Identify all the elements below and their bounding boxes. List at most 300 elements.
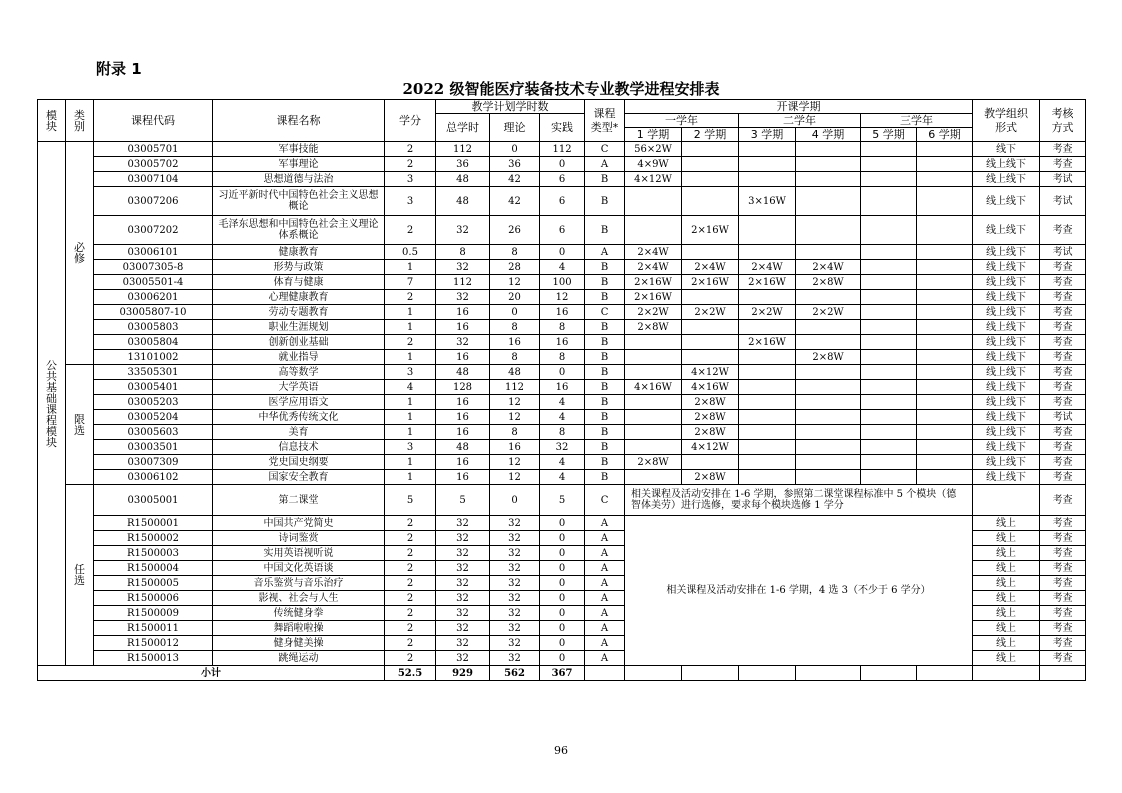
cell-t1 <box>625 440 682 455</box>
cell-t4: 2×2W <box>796 305 861 320</box>
cell-practice: 0 <box>540 365 585 380</box>
cell-t4 <box>796 335 861 350</box>
cell-name: 健康教育 <box>213 245 385 260</box>
cell-t1 <box>625 365 682 380</box>
cell-type: A <box>585 516 625 531</box>
cell-total: 32 <box>436 576 490 591</box>
cell-t5 <box>861 305 917 320</box>
empty-cell <box>739 666 796 681</box>
header-term-1: 1 学期 <box>625 128 682 142</box>
cell-credit: 1 <box>385 455 436 470</box>
table-row <box>38 425 1086 440</box>
cell-assess: 考查 <box>1040 516 1086 531</box>
cell-t1 <box>625 425 682 440</box>
cell-org: 线上 <box>973 516 1040 531</box>
cell-code: R1500013 <box>94 651 213 666</box>
cell-credit: 4 <box>385 380 436 395</box>
table-row <box>38 516 1086 531</box>
cell-t5 <box>861 320 917 335</box>
cell-name: 美育 <box>213 425 385 440</box>
cell-code: R1500006 <box>94 591 213 606</box>
cell-assess: 考试 <box>1040 245 1086 260</box>
cell-org: 线上线下 <box>973 410 1040 425</box>
cell-t2 <box>682 290 739 305</box>
cell-practice: 4 <box>540 260 585 275</box>
table-row <box>38 485 1086 516</box>
cell-total: 16 <box>436 455 490 470</box>
cell-t5 <box>861 275 917 290</box>
cell-t2: 4×12W <box>682 440 739 455</box>
cell-theory: 112 <box>490 380 540 395</box>
cell-type: A <box>585 621 625 636</box>
cell-credit: 2 <box>385 591 436 606</box>
table-row <box>38 245 1086 260</box>
cell-t1: 2×8W <box>625 320 682 335</box>
cell-theory: 32 <box>490 606 540 621</box>
table-row <box>38 305 1086 320</box>
cell-t2 <box>682 187 739 216</box>
cell-name: 中国文化英语谈 <box>213 561 385 576</box>
cell-code: 03005807-10 <box>94 305 213 320</box>
cell-type: B <box>585 350 625 365</box>
cell-t6 <box>917 305 973 320</box>
cell-t4 <box>796 425 861 440</box>
header-assess: 考核 方式 <box>1040 100 1086 142</box>
cell-t5 <box>861 142 917 157</box>
category-required: 必 修 <box>66 142 94 365</box>
cell-credit: 2 <box>385 546 436 561</box>
cell-code: 03005401 <box>94 380 213 395</box>
cell-t6 <box>917 245 973 260</box>
cell-total: 32 <box>436 621 490 636</box>
cell-name: 职业生涯规划 <box>213 320 385 335</box>
cell-t4 <box>796 172 861 187</box>
cell-assess: 考查 <box>1040 275 1086 290</box>
cell-total: 16 <box>436 305 490 320</box>
cell-theory: 8 <box>490 245 540 260</box>
empty-cell <box>585 666 625 681</box>
table-row <box>38 142 1086 157</box>
header-org: 教学组织 形式 <box>973 100 1040 142</box>
cell-credit: 2 <box>385 290 436 305</box>
empty-cell <box>682 666 739 681</box>
cell-assess: 考查 <box>1040 216 1086 245</box>
cell-theory: 32 <box>490 531 540 546</box>
cell-theory: 32 <box>490 516 540 531</box>
cell-name: 舞蹈啦啦操 <box>213 621 385 636</box>
cell-practice: 0 <box>540 591 585 606</box>
cell-org: 线上线下 <box>973 425 1040 440</box>
cell-total: 32 <box>436 561 490 576</box>
cell-total: 48 <box>436 172 490 187</box>
cell-practice: 8 <box>540 350 585 365</box>
cell-name: 心理健康教育 <box>213 290 385 305</box>
cell-credit: 1 <box>385 350 436 365</box>
cell-t5 <box>861 440 917 455</box>
cell-t1: 2×16W <box>625 275 682 290</box>
cell-org: 线上 <box>973 591 1040 606</box>
cell-total: 112 <box>436 142 490 157</box>
cell-t1 <box>625 216 682 245</box>
cell-type: B <box>585 335 625 350</box>
cell-t2 <box>682 350 739 365</box>
cell-t3 <box>739 380 796 395</box>
cell-assess: 考查 <box>1040 305 1086 320</box>
cell-theory: 12 <box>490 470 540 485</box>
cell-code: R1500003 <box>94 546 213 561</box>
cell-type: B <box>585 275 625 290</box>
cell-t4: 2×8W <box>796 350 861 365</box>
cell-type: B <box>585 440 625 455</box>
cell-name: 就业指导 <box>213 350 385 365</box>
cell-org: 线上线下 <box>973 187 1040 216</box>
cell-type: B <box>585 470 625 485</box>
cell-credit: 2 <box>385 636 436 651</box>
subtotal-label: 小计 <box>38 666 385 681</box>
cell-credit: 2 <box>385 142 436 157</box>
cell-assess: 考查 <box>1040 395 1086 410</box>
table-row <box>38 187 1086 216</box>
cell-t3: 3×16W <box>739 187 796 216</box>
cell-theory: 42 <box>490 187 540 216</box>
cell-type: A <box>585 591 625 606</box>
cell-credit: 1 <box>385 410 436 425</box>
second-class-note: 相关课程及活动安排在 1-6 学期，参照第二课堂课程标准中 5 个模块（德智体美劳）进行选修，要求每个模块选修 1 学分 <box>625 485 973 516</box>
cell-code: 03007202 <box>94 216 213 245</box>
cell-t2 <box>682 335 739 350</box>
cell-t3 <box>739 216 796 245</box>
cell-org: 线上 <box>973 561 1040 576</box>
table-row <box>38 172 1086 187</box>
cell-practice: 0 <box>540 245 585 260</box>
cell-assess: 考试 <box>1040 187 1086 216</box>
cell-practice: 0 <box>540 531 585 546</box>
cell-theory: 12 <box>490 410 540 425</box>
cell-name: 毛泽东思想和中国特色社会主义理论体系概论 <box>213 216 385 245</box>
cell-credit: 3 <box>385 187 436 216</box>
cell-assess: 考查 <box>1040 320 1086 335</box>
cell-name: 中华优秀传统文化 <box>213 410 385 425</box>
cell-total: 32 <box>436 216 490 245</box>
cell-t2 <box>682 172 739 187</box>
cell-name: 信息技术 <box>213 440 385 455</box>
cell-t6 <box>917 455 973 470</box>
cell-code: 03007305-8 <box>94 260 213 275</box>
cell-name: 习近平新时代中国特色社会主义思想概论 <box>213 187 385 216</box>
cell-t1: 2×4W <box>625 245 682 260</box>
cell-type: C <box>585 305 625 320</box>
cell-t6 <box>917 187 973 216</box>
cell-theory: 26 <box>490 216 540 245</box>
empty-cell <box>861 666 917 681</box>
cell-credit: 3 <box>385 172 436 187</box>
cell-type: A <box>585 576 625 591</box>
cell-practice: 0 <box>540 546 585 561</box>
table-row <box>38 216 1086 245</box>
cell-theory: 16 <box>490 440 540 455</box>
cell-name: 健身健美操 <box>213 636 385 651</box>
cell-t5 <box>861 350 917 365</box>
cell-org: 线上线下 <box>973 216 1040 245</box>
cell-name: 音乐鉴赏与音乐治疗 <box>213 576 385 591</box>
cell-org: 线上线下 <box>973 290 1040 305</box>
cell-credit: 1 <box>385 320 436 335</box>
cell-t4 <box>796 320 861 335</box>
header-credit: 学分 <box>385 100 436 142</box>
cell-t3: 2×16W <box>739 275 796 290</box>
cell-name: 军事技能 <box>213 142 385 157</box>
cell-t3 <box>739 425 796 440</box>
cell-theory: 32 <box>490 576 540 591</box>
header-year1: 一学年 <box>625 114 739 128</box>
cell-theory: 32 <box>490 561 540 576</box>
cell-t3: 2×4W <box>739 260 796 275</box>
cell-theory: 8 <box>490 350 540 365</box>
cell-t1 <box>625 395 682 410</box>
cell-org: 线上线下 <box>973 305 1040 320</box>
cell-t4 <box>796 157 861 172</box>
cell-name: 体育与健康 <box>213 275 385 290</box>
cell-name: 跳绳运动 <box>213 651 385 666</box>
header-term-6: 6 学期 <box>917 128 973 142</box>
header-term-2: 2 学期 <box>682 128 739 142</box>
cell-credit: 5 <box>385 485 436 516</box>
cell-t3 <box>739 157 796 172</box>
cell-t4 <box>796 395 861 410</box>
cell-practice: 0 <box>540 157 585 172</box>
cell-practice: 32 <box>540 440 585 455</box>
table-row <box>38 380 1086 395</box>
cell-credit: 2 <box>385 576 436 591</box>
cell-t5 <box>861 172 917 187</box>
cell-t2 <box>682 455 739 470</box>
cell-practice: 16 <box>540 305 585 320</box>
cell-credit: 1 <box>385 470 436 485</box>
cell-assess: 考查 <box>1040 485 1086 516</box>
cell-t2: 2×16W <box>682 275 739 290</box>
cell-t2 <box>682 320 739 335</box>
header-module: 模 块 <box>38 100 66 142</box>
cell-assess: 考查 <box>1040 591 1086 606</box>
cell-type: B <box>585 290 625 305</box>
cell-t1: 4×12W <box>625 172 682 187</box>
empty-cell <box>917 666 973 681</box>
header-category: 类 别 <box>66 100 94 142</box>
cell-type: A <box>585 157 625 172</box>
cell-t5 <box>861 380 917 395</box>
cell-t3 <box>739 455 796 470</box>
table-row <box>38 395 1086 410</box>
cell-t5 <box>861 290 917 305</box>
cell-theory: 48 <box>490 365 540 380</box>
cell-t5 <box>861 365 917 380</box>
cell-type: B <box>585 320 625 335</box>
cell-t1: 2×2W <box>625 305 682 320</box>
cell-t1 <box>625 470 682 485</box>
cell-code: R1500002 <box>94 531 213 546</box>
cell-theory: 32 <box>490 546 540 561</box>
cell-practice: 16 <box>540 335 585 350</box>
cell-org: 线上 <box>973 576 1040 591</box>
cell-practice: 4 <box>540 470 585 485</box>
cell-type: B <box>585 216 625 245</box>
cell-type: A <box>585 531 625 546</box>
cell-practice: 4 <box>540 395 585 410</box>
cell-t1: 56×2W <box>625 142 682 157</box>
table-row <box>38 290 1086 305</box>
cell-name: 思想道德与法治 <box>213 172 385 187</box>
table-row <box>38 365 1086 380</box>
cell-t4: 2×8W <box>796 275 861 290</box>
cell-t4 <box>796 380 861 395</box>
cell-assess: 考查 <box>1040 455 1086 470</box>
cell-name: 形势与政策 <box>213 260 385 275</box>
cell-type: C <box>585 485 625 516</box>
cell-name: 传统健身拳 <box>213 606 385 621</box>
empty-cell <box>1040 666 1086 681</box>
table-row <box>38 320 1086 335</box>
cell-credit: 2 <box>385 606 436 621</box>
cell-theory: 32 <box>490 636 540 651</box>
header-term-3: 3 学期 <box>739 128 796 142</box>
cell-theory: 12 <box>490 275 540 290</box>
cell-type: B <box>585 425 625 440</box>
subtotal-row <box>38 666 1086 681</box>
header-name: 课程名称 <box>213 100 385 142</box>
subtotal-total: 929 <box>436 666 490 681</box>
empty-cell <box>625 666 682 681</box>
cell-theory: 32 <box>490 621 540 636</box>
cell-code: 03005603 <box>94 425 213 440</box>
cell-org: 线上线下 <box>973 455 1040 470</box>
cell-code: 03005501-4 <box>94 275 213 290</box>
header-year3: 三学年 <box>861 114 973 128</box>
cell-org: 线上线下 <box>973 172 1040 187</box>
page-title: 2022 级智能医疗装备技术专业教学进程安排表 <box>402 80 720 98</box>
cell-name: 国家安全教育 <box>213 470 385 485</box>
cell-t3 <box>739 440 796 455</box>
cell-t2: 4×12W <box>682 365 739 380</box>
cell-theory: 16 <box>490 335 540 350</box>
empty-cell <box>973 666 1040 681</box>
cell-code: 03005001 <box>94 485 213 516</box>
header-total-hours: 总学时 <box>436 114 490 142</box>
cell-name: 实用英语视听说 <box>213 546 385 561</box>
cell-t4: 2×4W <box>796 260 861 275</box>
cell-total: 48 <box>436 187 490 216</box>
cell-t4 <box>796 455 861 470</box>
cell-t2: 2×4W <box>682 260 739 275</box>
cell-theory: 42 <box>490 172 540 187</box>
cell-code: R1500004 <box>94 561 213 576</box>
cell-type: B <box>585 455 625 470</box>
table-row <box>38 350 1086 365</box>
cell-assess: 考查 <box>1040 606 1086 621</box>
cell-org: 线上 <box>973 531 1040 546</box>
cell-code: 03005702 <box>94 157 213 172</box>
cell-code: 03003501 <box>94 440 213 455</box>
cell-org: 线上 <box>973 636 1040 651</box>
cell-t6 <box>917 320 973 335</box>
cell-theory: 12 <box>490 395 540 410</box>
cell-t3 <box>739 365 796 380</box>
cell-org: 线上 <box>973 606 1040 621</box>
cell-org: 线下 <box>973 142 1040 157</box>
cell-credit: 2 <box>385 216 436 245</box>
cell-practice: 0 <box>540 621 585 636</box>
cell-practice: 6 <box>540 216 585 245</box>
cell-type: A <box>585 245 625 260</box>
cell-total: 32 <box>436 546 490 561</box>
cell-total: 16 <box>436 425 490 440</box>
cell-org: 线上线下 <box>973 157 1040 172</box>
cell-total: 32 <box>436 591 490 606</box>
cell-code: 03006201 <box>94 290 213 305</box>
table-row <box>38 157 1086 172</box>
cell-type: C <box>585 142 625 157</box>
cell-code: 03006101 <box>94 245 213 260</box>
cell-org: 线上线下 <box>973 395 1040 410</box>
cell-t1: 4×9W <box>625 157 682 172</box>
cell-t4 <box>796 142 861 157</box>
header-code: 课程代码 <box>94 100 213 142</box>
cell-name: 第二课堂 <box>213 485 385 516</box>
table-row <box>38 275 1086 290</box>
cell-t6 <box>917 157 973 172</box>
cell-practice: 6 <box>540 172 585 187</box>
cell-t1 <box>625 335 682 350</box>
cell-t5 <box>861 216 917 245</box>
cell-t3 <box>739 350 796 365</box>
cell-type: B <box>585 395 625 410</box>
header-year2: 二学年 <box>739 114 861 128</box>
cell-credit: 1 <box>385 395 436 410</box>
table-row <box>38 470 1086 485</box>
cell-org: 线上线下 <box>973 320 1040 335</box>
cell-total: 5 <box>436 485 490 516</box>
cell-type: B <box>585 365 625 380</box>
cell-credit: 2 <box>385 621 436 636</box>
header-hours-group: 教学计划学时数 <box>436 100 585 114</box>
cell-code: 03006102 <box>94 470 213 485</box>
cell-org: 线上线下 <box>973 365 1040 380</box>
cell-t6 <box>917 425 973 440</box>
cell-credit: 2 <box>385 516 436 531</box>
cell-practice: 112 <box>540 142 585 157</box>
cell-t5 <box>861 395 917 410</box>
cell-total: 32 <box>436 651 490 666</box>
cell-credit: 2 <box>385 651 436 666</box>
cell-org: 线上线下 <box>973 335 1040 350</box>
cell-name: 军事理论 <box>213 157 385 172</box>
table-row <box>38 410 1086 425</box>
cell-org: 线上 <box>973 546 1040 561</box>
cell-t5 <box>861 260 917 275</box>
module-label: 公 共 基 础 课 程 模 块 <box>38 142 66 666</box>
cell-code: R1500001 <box>94 516 213 531</box>
cell-total: 16 <box>436 470 490 485</box>
cell-practice: 5 <box>540 485 585 516</box>
cell-type: B <box>585 410 625 425</box>
cell-assess: 考查 <box>1040 531 1086 546</box>
cell-name: 影视、社会与人生 <box>213 591 385 606</box>
cell-t2 <box>682 142 739 157</box>
cell-credit: 0.5 <box>385 245 436 260</box>
cell-code: 33505301 <box>94 365 213 380</box>
cell-code: 03005804 <box>94 335 213 350</box>
cell-credit: 2 <box>385 531 436 546</box>
cell-t5 <box>861 157 917 172</box>
